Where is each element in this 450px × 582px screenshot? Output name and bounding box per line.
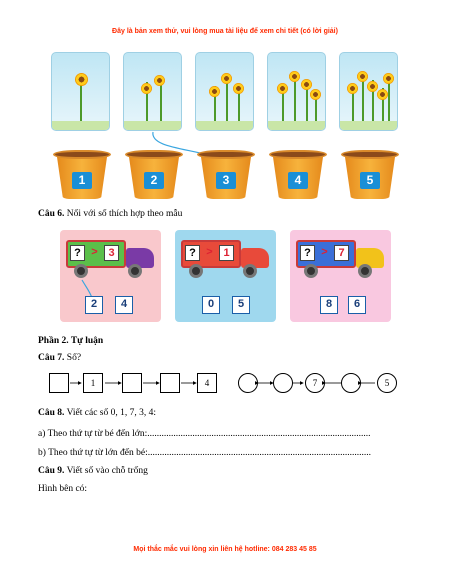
question-9: Câu 9. Viết số vào chỗ trống <box>38 466 148 476</box>
part-2-heading: Phần 2. Tự luận <box>38 336 104 346</box>
question-8: Câu 8. Viết các số 0, 1, 7, 3, 4: <box>38 408 157 418</box>
pot-1[interactable] <box>53 150 111 200</box>
question-8b: b) Theo thứ tự từ lớn đến bé:.............................................................................................. <box>38 448 371 458</box>
pot-number: 2 <box>144 172 164 189</box>
answer-box[interactable]: 5 <box>232 296 250 314</box>
question-6: Câu 6. Nối với số thích hợp theo mẫu <box>38 209 183 219</box>
pot-number: 5 <box>360 172 380 189</box>
answer-box[interactable]: 8 <box>320 296 338 314</box>
answer-box[interactable]: 4 <box>115 296 133 314</box>
question-8a: a) Theo thứ tự từ bé đến lớn:.............................................................................................. <box>38 429 371 439</box>
number-circle[interactable] <box>238 373 258 393</box>
answer-box[interactable]: 6 <box>348 296 366 314</box>
header-notice: Đây là bản xem thử, vui lòng mua tài liệu để xem chi tiết (có lời giải) <box>112 28 338 35</box>
truck-card-1 <box>60 230 161 322</box>
figure-caption: Hình bên có: <box>38 484 88 494</box>
pot-number: 4 <box>288 172 308 189</box>
number-circle[interactable] <box>341 373 361 393</box>
number-circle[interactable]: 7 <box>305 373 325 393</box>
number-box[interactable]: 1 <box>83 373 103 393</box>
number-circle[interactable]: 5 <box>377 373 397 393</box>
number-box[interactable] <box>49 373 69 393</box>
number-box[interactable]: 4 <box>197 373 217 393</box>
question-7: Câu 7. Số? <box>38 353 82 363</box>
number-box[interactable] <box>122 373 142 393</box>
pot-number: 3 <box>216 172 236 189</box>
truck-icon: ? > 1 <box>181 240 271 282</box>
pot-number: 1 <box>72 172 92 189</box>
number-circle[interactable] <box>273 373 293 393</box>
truck-card-2 <box>175 230 276 322</box>
answer-box[interactable]: 0 <box>202 296 220 314</box>
answer-box[interactable]: 2 <box>85 296 103 314</box>
number-box[interactable] <box>160 373 180 393</box>
truck-icon: ? > 3 <box>66 240 156 282</box>
truck-card-3 <box>290 230 391 322</box>
footer-notice: Mọi thắc mắc vui lòng xin liên hệ hotline: 084 283 45 85 <box>133 546 317 553</box>
pot-3[interactable] <box>197 150 255 200</box>
pot-5[interactable] <box>341 150 399 200</box>
truck-icon: ? > 7 <box>296 240 386 282</box>
pot-4[interactable] <box>269 150 327 200</box>
pot-2[interactable] <box>125 150 183 200</box>
